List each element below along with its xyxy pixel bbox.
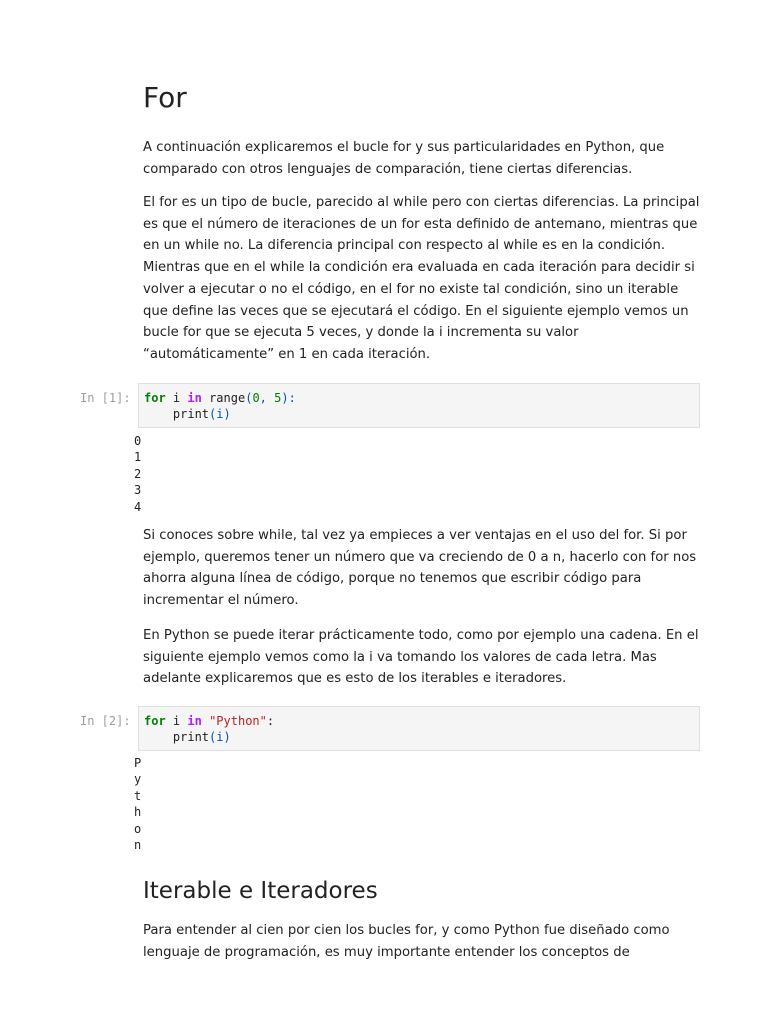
code-argument: i (216, 730, 224, 744)
code-cell-1[interactable] (138, 383, 700, 428)
code-paren: ( (209, 407, 217, 421)
cell-1-output (134, 433, 141, 515)
output-line: o (134, 821, 142, 836)
code-cell-2[interactable] (138, 706, 700, 751)
code-paren: ( (245, 391, 253, 405)
code-paren: ) (223, 730, 231, 744)
cell-2-output (134, 755, 141, 853)
code-keyword-in: in (187, 714, 202, 728)
code-paren: ) (223, 407, 231, 421)
code-string: "Python" (209, 714, 267, 728)
output-line: P (134, 756, 142, 770)
while-note-paragraph: Si conoces sobre while, tal vez ya empieces a ver ventajas en el uso del for. Si por ejemplo, queremos tener un número que va creciendo de 0 a n, hacerlo con for nos ahorra alguna línea de código, porque no tenemos que escribir código para incrementar el número. (143, 528, 697, 609)
code-paren-colon: ): (281, 391, 296, 405)
code-keyword-for: for (144, 391, 166, 405)
code-colon: : (266, 714, 275, 728)
code-argument: i (216, 407, 224, 421)
code-keyword-for: for (144, 714, 166, 728)
intro-paragraph: A continuación explicaremos el bucle for y sus particularidades en Python, que comparado con otros lenguajes de comparación, tiene ciertas diferencias. (143, 140, 665, 177)
cell-1-prompt: In [1]: (80, 391, 131, 405)
cell-2-prompt: In [2]: (80, 714, 131, 728)
output-line: n (134, 838, 142, 853)
output-line: y (134, 772, 142, 787)
page-title: For (143, 81, 187, 114)
code-variable: i (172, 714, 181, 728)
code-keyword-in: in (187, 391, 202, 405)
code-number: 5 (274, 391, 282, 405)
output-line: t (134, 788, 142, 803)
iterables-intro-paragraph: Para entender al cien por cien los bucles for, y como Python fue diseñado como lenguaje de programación, es muy importante entender los conceptos de (143, 923, 670, 960)
output-line: h (134, 805, 142, 820)
output-line: 4 (134, 499, 142, 514)
output-line: 0 (134, 434, 142, 448)
code-comma: , (259, 391, 275, 405)
code-print-call: print (144, 730, 210, 744)
code-paren: ( (209, 730, 217, 744)
description-paragraph: El for es un tipo de bucle, parecido al while pero con ciertas diferencias. La principal es que el número de iteraciones de un for esta definido de antemano, mientras que en un while no. La diferencia principal con respecto al while es en la condición. Mientras que en el while la condición era evaluada en cada iteración para decidir si volver a ejecutar o no el código, en el for no existe tal condición, sino un iterable que define las veces que se ejecutará el código. En el siguiente ejemplo vemos un bucle for que se ejecuta 5 veces, y donde la i incrementa su valor “automáticamente” en 1 en cada iteración. (143, 195, 700, 362)
code-print-call: print (144, 407, 210, 421)
code-variable: i (172, 391, 181, 405)
section-title-iterables: Iterable e Iteradores (143, 878, 378, 904)
iterate-paragraph: En Python se puede iterar prácticamente todo, como por ejemplo una cadena. En el siguiente ejemplo vemos como la i va tomando los valores de cada letra. Mas adelante explicaremos que es esto de los iterables e iteradores. (143, 628, 699, 687)
code-function-name: range (209, 391, 246, 405)
output-line: 1 (134, 450, 142, 465)
output-line: 2 (134, 466, 142, 481)
code-number: 0 (252, 391, 260, 405)
output-line: 3 (134, 483, 142, 498)
